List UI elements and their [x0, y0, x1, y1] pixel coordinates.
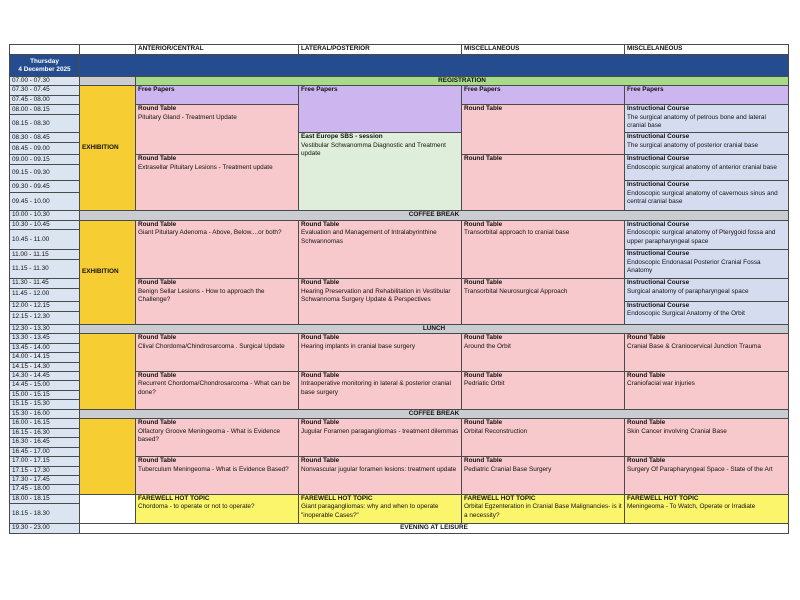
- session-topic: Orbital Reconstruction: [464, 427, 528, 435]
- session-title: Round Table: [301, 279, 340, 287]
- session-topic: Pedriatic Orbit: [464, 380, 505, 388]
- day-header: [10, 55, 80, 77]
- time-cell: 10.45 - 11.00: [10, 230, 80, 250]
- session-title: Round Table: [301, 334, 340, 342]
- free-papers-title: Free Papers: [464, 86, 501, 94]
- col-header-miscellaneous-2: MISCLELANEOUS: [625, 45, 789, 55]
- band-spacer: [80, 77, 136, 86]
- session-title: Round Table: [138, 220, 177, 228]
- session-block-anterior: [136, 371, 299, 409]
- session-topic: Transorbital Neurosurgical Approach: [464, 287, 568, 295]
- session-title: Round Table: [464, 279, 503, 287]
- session-title: Round Table: [138, 155, 177, 163]
- time-cell: 12.00 - 12.15: [10, 301, 80, 311]
- session-block-misc1: [462, 457, 625, 495]
- session-topic: Benign Sellar Lesions - How to approach the Challenge?: [138, 287, 265, 304]
- session-title: Instructional Course: [627, 220, 690, 228]
- session-title: Instructional Course: [627, 155, 690, 163]
- session-topic: The surgical anatomy of petrous bone and lateral cranial base: [627, 113, 766, 130]
- session-topic: Hearing implants in cranial base surgery: [301, 342, 416, 350]
- session-title: Round Table: [464, 220, 503, 228]
- time-cell: 11.15 - 11.30: [10, 260, 80, 279]
- session-title: Instructional Course: [627, 181, 690, 189]
- session-topic: Around the Orbit: [464, 342, 511, 350]
- session-block-misc2: [625, 334, 789, 372]
- time-cell: 09.15 - 09.30: [10, 165, 80, 181]
- session-block-misc1: [462, 105, 625, 155]
- free-papers-title: Free Papers: [627, 86, 664, 94]
- session-title: Round Table: [138, 419, 177, 427]
- session-block-misc2: [625, 220, 789, 249]
- session-block-misc2: [625, 457, 789, 495]
- col-header-miscellaneous: MISCELLANEOUS: [462, 45, 625, 55]
- session-block-misc2: [625, 133, 789, 155]
- time-cell: 08.45 - 09.00: [10, 143, 80, 155]
- time-cell: 07.45 - 08.00: [10, 95, 80, 104]
- session-title: Round Table: [464, 155, 503, 163]
- corner-cell-2: [80, 45, 136, 55]
- session-topic: Craniofacial war injuries: [627, 380, 695, 388]
- session-block-anterior: [136, 419, 299, 457]
- session-topic: Surgical anatomy of parapharyngeal space: [627, 287, 749, 295]
- schedule-table: [9, 44, 789, 534]
- session-topic: Transorbital approach to cranial base: [464, 229, 570, 237]
- time-cell: 14.30 - 14.45: [10, 371, 80, 380]
- exhibition-cell: EXHIBITION: [80, 86, 136, 211]
- farewell-title: FAREWELL HOT TOPIC: [627, 494, 699, 502]
- farewell-lateral: [299, 494, 462, 523]
- session-title: Round Table: [138, 279, 177, 287]
- session-block-lateral: [299, 457, 462, 495]
- session-topic: Hearing Preservation and Rehabilitation in Vestibular Schwannoma Surgery Update & Perspectives: [301, 287, 451, 304]
- time-cell: 18.00 - 18.15: [10, 494, 80, 503]
- session-topic: Tuberculum Meningeoma - What is Evidence Based?: [138, 465, 289, 473]
- free-papers-title: Free Papers: [138, 86, 175, 94]
- session-block-misc1: [462, 419, 625, 457]
- header-navy-band: [80, 55, 789, 77]
- session-block-lateral: [299, 133, 462, 211]
- session-topic: Endoscopic surgical anatomy of Pterygoid fossa and upper parapharyngeal space: [627, 229, 776, 245]
- time-cell: 07.00 - 07.30: [10, 77, 80, 86]
- farewell-title: FAREWELL HOT TOPIC: [464, 494, 536, 502]
- time-cell: 12.30 - 13.30: [10, 324, 80, 333]
- session-topic: Evaluation and Management of Intralabyrinthine Schwannomas: [301, 229, 437, 245]
- time-cell: 09.45 - 10.00: [10, 193, 80, 211]
- exhibition-cell: EXHIBITION: [80, 220, 136, 324]
- time-cell: 07.30 - 07.45: [10, 86, 80, 95]
- session-block-misc1: [462, 371, 625, 409]
- coffee-break-band: COFFEE BREAK: [80, 409, 789, 418]
- session-block-misc2: [625, 250, 789, 279]
- session-topic: Skin Cancer involving Cranial Base: [627, 427, 727, 435]
- session-topic: Giant Pituitary Adenoma - Above, Below....or both?: [138, 229, 282, 237]
- evening-band: EVENING AT LEISURE: [80, 524, 789, 533]
- time-cell: 19.30 - 23.00: [10, 524, 80, 533]
- session-title: Instructional Course: [627, 250, 690, 258]
- session-block-misc1: [462, 220, 625, 278]
- time-cell: 17.45 - 18.00: [10, 485, 80, 494]
- session-block-lateral: [299, 220, 462, 278]
- session-title: Round Table: [627, 371, 666, 379]
- session-topic: Olfactory Groove Meningeoma - What is Evidence based?: [138, 427, 281, 444]
- time-cell: 13.30 - 13.45: [10, 334, 80, 343]
- free-papers-misc2: [625, 86, 789, 105]
- time-cell: 16.15 - 16.30: [10, 428, 80, 437]
- session-title: East Europe SBS - session: [301, 133, 383, 141]
- session-block-anterior: [136, 220, 299, 278]
- lunch-band: LUNCH: [80, 324, 789, 333]
- session-block-misc1: [462, 279, 625, 324]
- session-title: Instructional Course: [627, 105, 690, 113]
- time-cell: 16.30 - 16.45: [10, 438, 80, 447]
- session-block-misc2: [625, 279, 789, 301]
- time-cell: 10.30 - 10.45: [10, 220, 80, 229]
- exhibition-cell: [80, 334, 136, 410]
- registration-band: REGISTRATION: [136, 77, 789, 86]
- session-topic: Jugular Foramen paragangliomas - treatment dilemmas: [301, 427, 459, 435]
- session-title: Round Table: [301, 220, 340, 228]
- session-block-misc2: [625, 371, 789, 409]
- session-topic: Nonvascular jugular foramen lesions: treatment update: [301, 465, 457, 473]
- exhibition-cell: [80, 419, 136, 495]
- free-papers-title: Free Papers: [301, 86, 338, 94]
- session-title: Round Table: [627, 334, 666, 342]
- time-cell: 15.15 - 15.30: [10, 400, 80, 409]
- session-topic: Endoscopic Endonasal Posterior Cranial Fossa Anatomy: [627, 258, 761, 275]
- farewell-topic: Chordoma - to operate or not to operate?: [138, 503, 255, 511]
- session-title: Round Table: [138, 334, 177, 342]
- time-cell: 17.30 - 17.45: [10, 475, 80, 484]
- session-block-lateral: [299, 279, 462, 324]
- time-cell: 15.00 - 15.15: [10, 390, 80, 399]
- session-topic: Intraoperative monitoring in lateral & posterior cranial base surgery: [301, 380, 451, 396]
- time-cell: 11.00 - 11.15: [10, 250, 80, 260]
- session-block-misc1: [462, 334, 625, 372]
- session-topic: Surgery Of Parapharyngeal Space - State of the Art: [627, 465, 773, 473]
- time-cell: 18.15 - 18.30: [10, 504, 80, 524]
- time-cell: 11.45 - 12.00: [10, 288, 80, 301]
- session-block-lateral: [299, 334, 462, 372]
- time-cell: 17.00 - 17.15: [10, 457, 80, 466]
- session-block-misc2: [625, 181, 789, 211]
- farewell-misc1: [462, 494, 625, 523]
- col-header-anterior: ANTERIOR/CENTRAL: [136, 45, 299, 55]
- farewell-topic: Orbital Egzenteration in Cranial Base Malignancies- is it a necessity?: [464, 503, 622, 519]
- free-papers-misc1: [462, 86, 625, 105]
- free-papers-anterior: [136, 86, 299, 105]
- session-block-anterior: [136, 334, 299, 372]
- free-papers-lateral: [299, 86, 462, 133]
- time-cell: 10.00 - 10.30: [10, 211, 80, 220]
- farewell-title: FAREWELL HOT TOPIC: [138, 494, 210, 502]
- time-cell: 09.00 - 09.15: [10, 155, 80, 165]
- session-topic: Recurrent Chordoma/Chondrosarcoma - What can be done?: [138, 380, 291, 396]
- session-block-anterior: [136, 457, 299, 495]
- time-cell: 15.30 - 16.00: [10, 409, 80, 418]
- session-title: Instructional Course: [627, 279, 690, 287]
- session-block-misc2: [625, 419, 789, 457]
- session-title: Round Table: [138, 457, 177, 465]
- session-topic: Pituitary Gland - Treatment Update: [138, 113, 237, 121]
- day-weekday: Thursday: [30, 58, 59, 66]
- session-title: Instructional Course: [627, 133, 690, 141]
- session-block-lateral: [299, 419, 462, 457]
- session-title: Round Table: [464, 334, 503, 342]
- session-title: Round Table: [464, 105, 503, 113]
- farewell-anterior: [136, 494, 299, 523]
- day-date: 4 December 2025: [18, 65, 71, 73]
- time-cell: 12.15 - 12.30: [10, 311, 80, 324]
- session-block-lateral: [299, 371, 462, 409]
- session-title: Round Table: [301, 457, 340, 465]
- session-block-misc2: [625, 301, 789, 324]
- farewell-topic: Giant paragangliomas: why and when to operate "inoperable Cases?": [301, 503, 439, 519]
- session-topic: Endoscopic Surgical Anatomy of the Orbit: [627, 310, 745, 318]
- session-title: Round Table: [627, 457, 666, 465]
- session-block-misc2: [625, 155, 789, 181]
- blank-cell: [80, 494, 136, 523]
- col-header-lateral: LATERAL/POSTERIOR: [299, 45, 462, 55]
- session-block-anterior: [136, 279, 299, 324]
- session-title: Round Table: [301, 419, 340, 427]
- time-cell: 08.15 - 08.30: [10, 115, 80, 133]
- time-cell: 08.30 - 08.45: [10, 133, 80, 143]
- time-cell: 16.00 - 16.15: [10, 419, 80, 428]
- farewell-title: FAREWELL HOT TOPIC: [301, 494, 373, 502]
- session-topic: Pediatric Cranial Base Surgery: [464, 465, 552, 473]
- session-title: Round Table: [464, 419, 503, 427]
- time-cell: 11.30 - 11.45: [10, 279, 80, 288]
- time-cell: 16.45 - 17.00: [10, 447, 80, 456]
- session-block-misc1: [462, 155, 625, 211]
- corner-cell: [10, 45, 80, 55]
- time-cell: 09.30 - 09.45: [10, 181, 80, 193]
- time-cell: 08.00 - 08.15: [10, 105, 80, 115]
- farewell-misc2: [625, 494, 789, 523]
- session-title: Round Table: [301, 371, 340, 379]
- session-topic: Endoscopic surgical anatomy of anterior cranial base: [627, 163, 777, 171]
- farewell-topic: Meningeoma - To Watch, Operate or Irradiate: [627, 503, 756, 511]
- session-topic: Extrasellar Pituitary Lesions - Treatment update: [138, 163, 273, 171]
- session-title: Instructional Course: [627, 301, 690, 309]
- session-title: Round Table: [138, 371, 177, 379]
- session-block-anterior: [136, 105, 299, 155]
- coffee-break-band: COFFEE BREAK: [80, 211, 789, 220]
- time-cell: 13.45 - 14.00: [10, 343, 80, 352]
- session-topic: Endoscopic surgical anatomy of cavernous sinus and central cranial base: [627, 189, 778, 206]
- session-title: Round Table: [138, 105, 177, 113]
- time-cell: 14.45 - 15.00: [10, 381, 80, 390]
- session-topic: Vestibular Schwanomma Diagnostic and Treatment update: [301, 141, 446, 158]
- session-topic: The surgical anatomy of posterior cranial base: [627, 141, 759, 149]
- session-title: Round Table: [627, 419, 666, 427]
- session-block-anterior: [136, 155, 299, 211]
- session-topic: Clival Chordoma/Chindrosarcoma . Surgical Update: [138, 342, 285, 350]
- session-topic: Cranial Base & Craniocervical Junction Trauma: [627, 342, 761, 350]
- time-cell: 14.00 - 14.15: [10, 353, 80, 362]
- session-title: Round Table: [464, 371, 503, 379]
- session-block-misc2: [625, 105, 789, 133]
- session-title: Round Table: [464, 457, 503, 465]
- time-cell: 17.15 - 17.30: [10, 466, 80, 475]
- time-cell: 14.15 - 14.30: [10, 362, 80, 371]
